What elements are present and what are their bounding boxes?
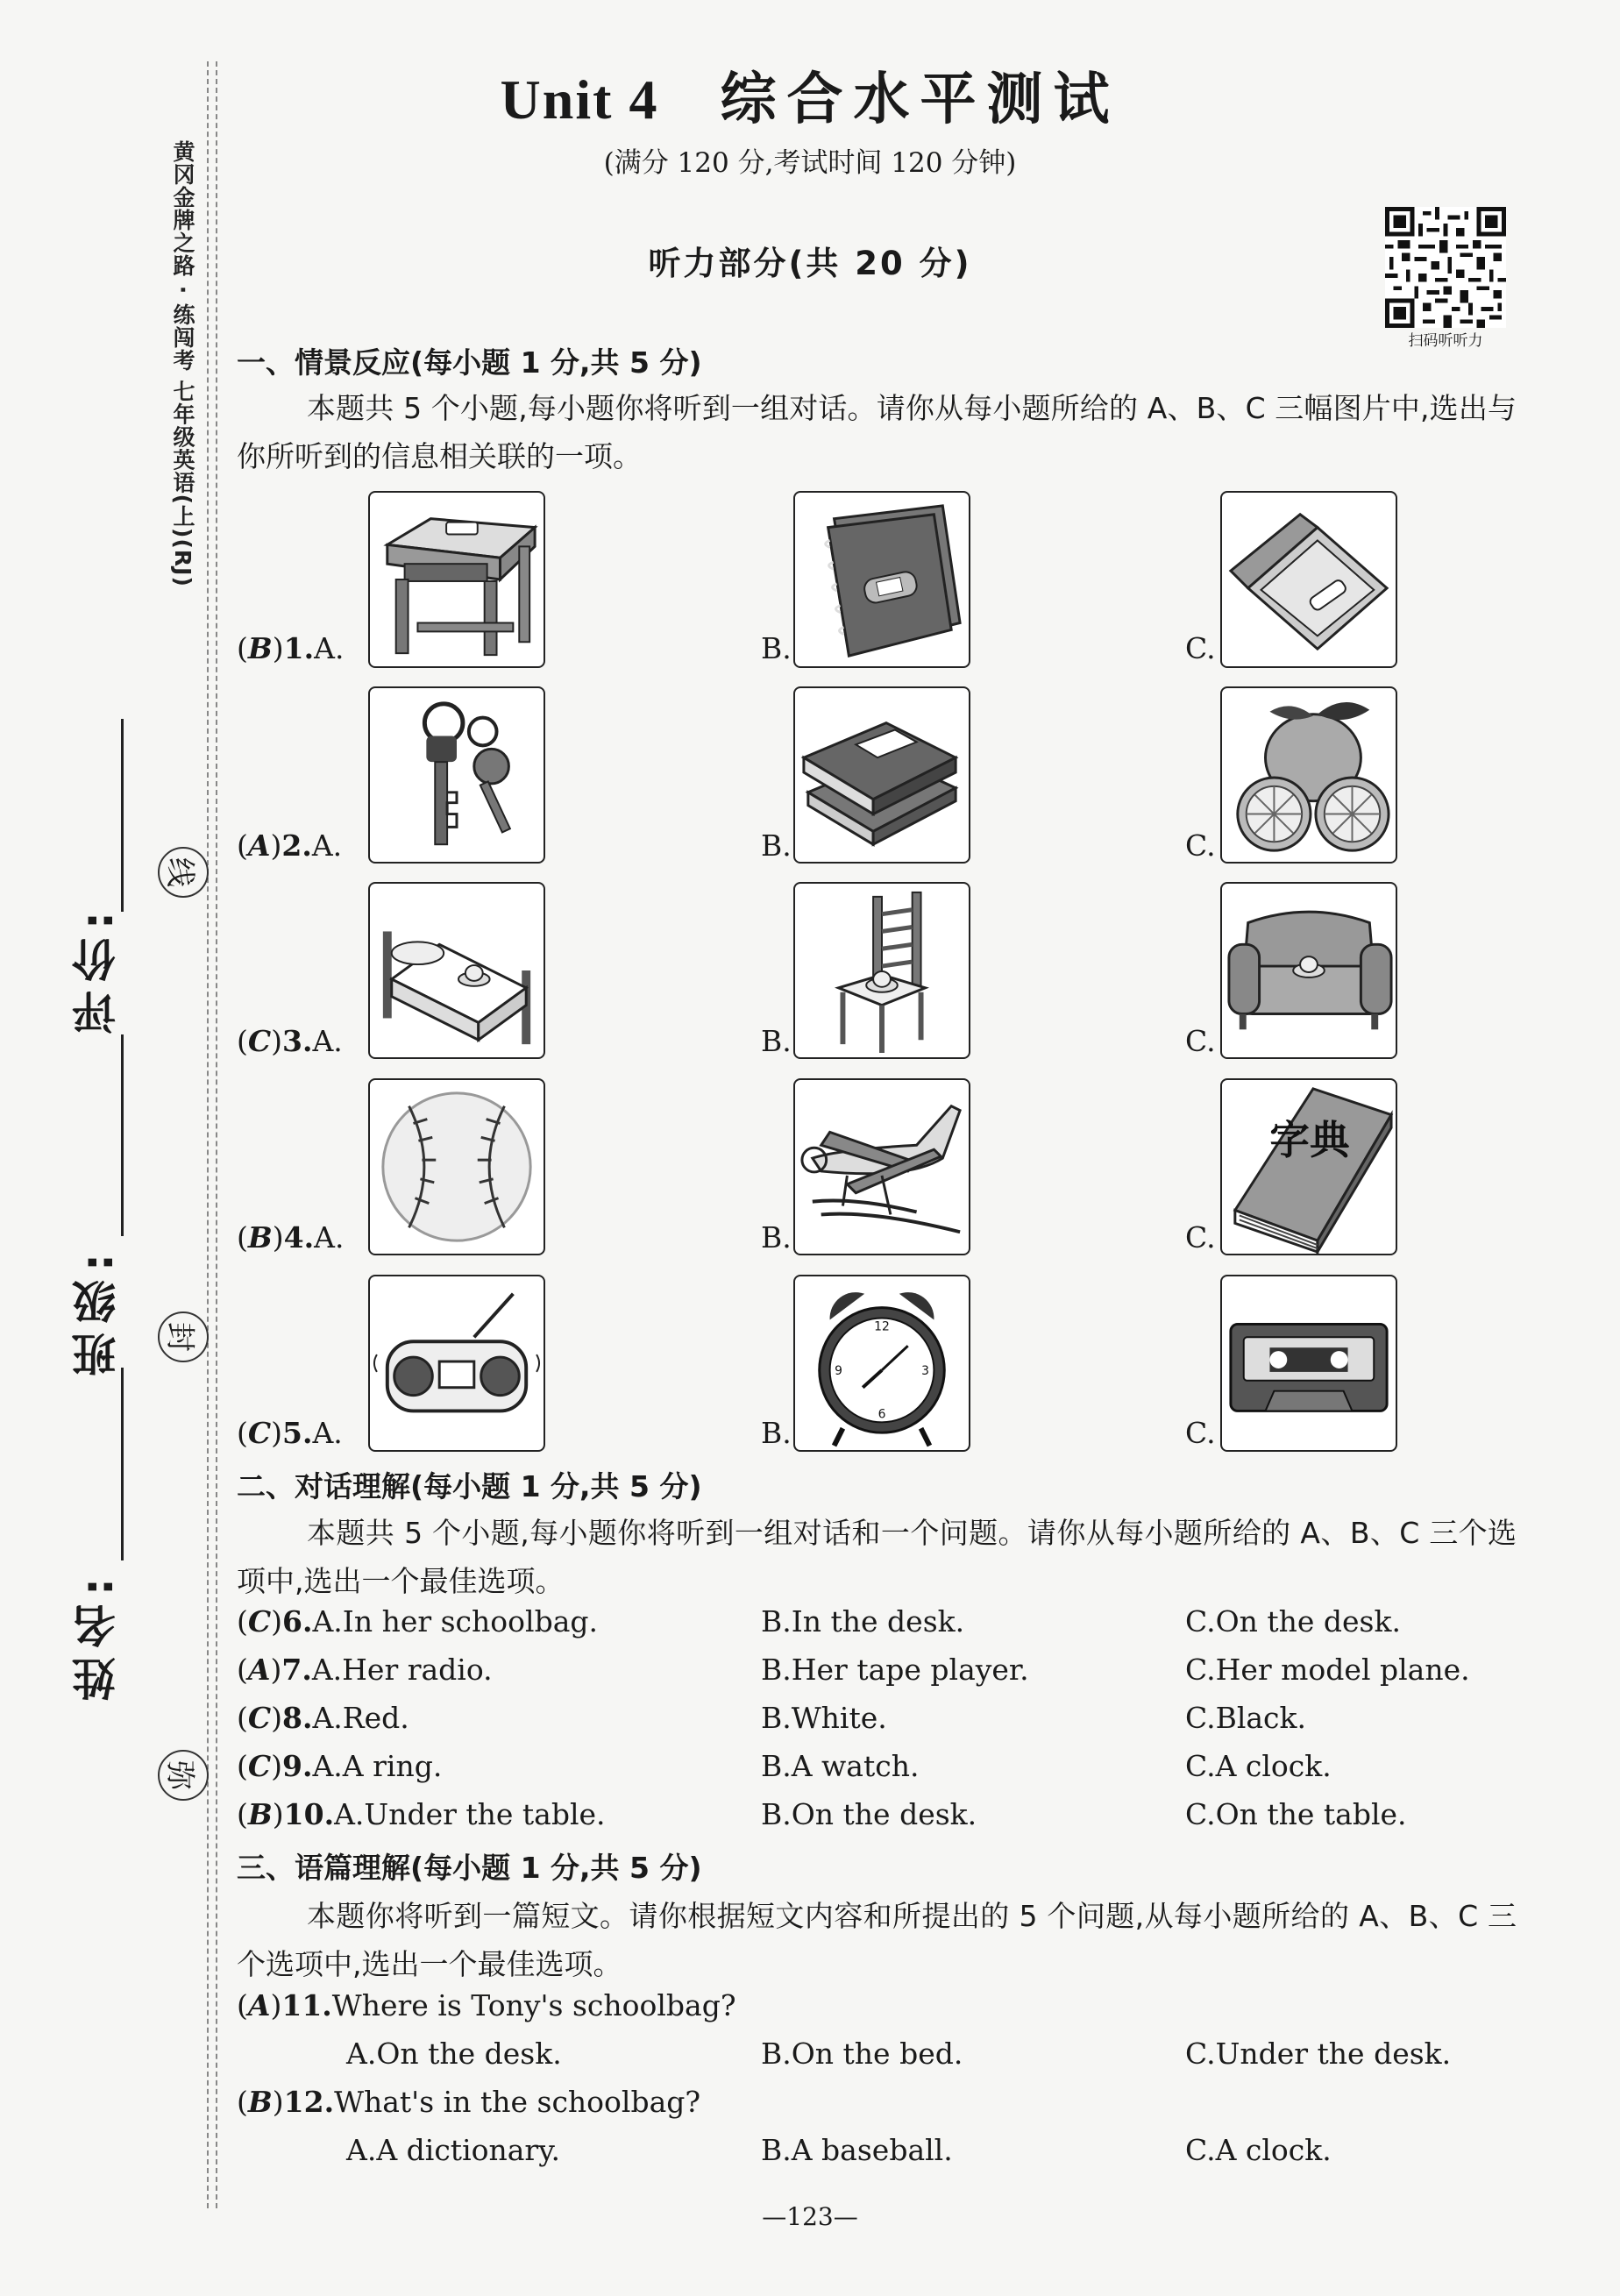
q10-answer: B [247, 1797, 273, 1831]
q5-c-label: C. [1185, 1416, 1216, 1450]
keys-icon [370, 688, 544, 862]
q7-stem: (A)7.A.Her radio. [237, 1653, 493, 1687]
listening-part-heading: 听力部分(共 20 分) [648, 245, 972, 282]
q8-option-b[interactable]: B.White. [761, 1701, 887, 1735]
q2-option-a-image[interactable] [368, 686, 545, 864]
q4-label: (B)4.A. [237, 1220, 345, 1255]
q2-option-c-image[interactable] [1220, 686, 1397, 864]
notebook-with-eraser-icon [795, 493, 969, 666]
q10-stem: (B)10.A.Under the table. [237, 1797, 606, 1831]
q4-b-label: B. [761, 1220, 792, 1255]
q4-c-label: C. [1185, 1220, 1216, 1255]
q1-option-c-image[interactable] [1220, 491, 1397, 668]
q4-option-b-image[interactable] [793, 1078, 970, 1255]
cut-mark-xian: 线 [158, 847, 209, 898]
q12-question: What's in the schoolbag? [334, 2085, 701, 2119]
page-number: —123— [762, 2202, 858, 2231]
option-a-label: A. [314, 1220, 345, 1255]
option-a-label: A. [311, 828, 343, 863]
q6-stem: (C)6.A.In her schoolbag. [237, 1604, 598, 1638]
q1-label: (B)1.A. [237, 631, 345, 665]
q11-number: 11. [281, 1988, 332, 2022]
binding-dashed-line [216, 61, 217, 2208]
name-field[interactable] [121, 1368, 124, 1560]
section1-instructions: 本题共 5 个小题,每小题你将听到一组对话。请你从每小题所给的 A、B、C 三幅图片中,选出与你所听到的信息相关联的一项。 [237, 391, 1517, 473]
q2-label: (A)2.A. [237, 828, 343, 863]
q3-option-b-image[interactable] [793, 882, 970, 1059]
q9-option-a[interactable]: A.A ring. [312, 1749, 443, 1783]
svg-text:9: 9 [835, 1363, 842, 1378]
q12-option-b[interactable]: B.A baseball. [761, 2133, 953, 2167]
q1-number: 1. [283, 631, 315, 665]
q3-option-c-image[interactable] [1220, 882, 1397, 1059]
q10-number: 10. [283, 1797, 335, 1831]
q3-label: (C)3.A. [237, 1024, 343, 1058]
q6-option-a[interactable]: A.In her schoolbag. [312, 1604, 598, 1638]
q6-option-c[interactable]: C.On the desk. [1185, 1604, 1401, 1638]
q5-option-a-image[interactable] [368, 1275, 545, 1452]
q9-number: 9. [282, 1749, 313, 1783]
q8-option-a[interactable]: A.Red. [312, 1701, 409, 1735]
chair-with-hat-icon [795, 884, 969, 1057]
q8-option-c[interactable]: C.Black. [1185, 1701, 1307, 1735]
q2-answer: A [247, 828, 271, 863]
model-plane-icon [795, 1080, 969, 1254]
q9-stem: (C)9.A.A ring. [237, 1749, 443, 1783]
q12-number: 12. [283, 2085, 335, 2119]
title-unit: Unit 4 [500, 68, 659, 131]
option-a-label: A. [312, 1024, 343, 1058]
svg-text:12: 12 [874, 1319, 890, 1334]
class-field[interactable] [121, 1034, 124, 1236]
binding-dashed-line [207, 61, 209, 2208]
q6-option-b[interactable]: B.In the desk. [761, 1604, 965, 1638]
q11-answer: A [247, 1988, 271, 2022]
q3-c-label: C. [1185, 1024, 1216, 1058]
q5-answer: C [247, 1416, 272, 1450]
score-time-note: (满分 120 分,考试时间 120 分钟) [603, 147, 1017, 179]
q1-c-label: C. [1185, 631, 1216, 665]
q10-option-a[interactable]: A.Under the table. [334, 1797, 606, 1831]
q7-option-c[interactable]: C.Her model plane. [1185, 1653, 1470, 1687]
q4-option-a-image[interactable] [368, 1078, 545, 1255]
sofa-with-hat-icon [1222, 884, 1396, 1057]
alarm-clock-icon [795, 1276, 969, 1450]
q1-option-b-image[interactable] [793, 491, 970, 668]
bed-with-hat-icon [370, 884, 544, 1057]
title-chinese: 综合水平测试 [720, 68, 1120, 132]
qr-caption: 扫码听听力 [1408, 332, 1483, 350]
evaluation-field[interactable] [121, 719, 124, 912]
q11-stem: (A)11.Where is Tony's schoolbag? [237, 1988, 736, 2022]
q3-option-a-image[interactable] [368, 882, 545, 1059]
page-title [0, 54, 1620, 135]
pencil-box-with-eraser-icon [1222, 493, 1396, 666]
q7-option-b[interactable]: B.Her tape player. [761, 1653, 1029, 1687]
q12-answer: B [247, 2085, 273, 2119]
q5-label: (C)5.A. [237, 1416, 343, 1450]
q5-option-c-image[interactable] [1220, 1275, 1397, 1452]
q7-number: 7. [281, 1653, 312, 1687]
q4-number: 4. [283, 1220, 315, 1255]
section1-title: 一、情景反应(每小题 1 分,共 5 分) [237, 345, 702, 380]
q6-answer: C [247, 1604, 272, 1638]
q3-b-label: B. [761, 1024, 792, 1058]
q11-option-a[interactable]: A.On the desk. [346, 2037, 562, 2071]
series-name: 黄冈金牌之路 · 练闯考 七年级英语(上)(RJ) [170, 140, 195, 587]
q2-option-b-image[interactable] [793, 686, 970, 864]
svg-text:6: 6 [878, 1407, 886, 1422]
q10-option-c[interactable]: C.On the table. [1185, 1797, 1407, 1831]
q12-option-a[interactable]: A.A dictionary. [346, 2133, 560, 2167]
section2-title: 二、对话理解(每小题 1 分,共 5 分) [237, 1469, 702, 1503]
q2-b-label: B. [761, 828, 792, 863]
q8-answer: C [247, 1701, 272, 1735]
q1-b-label: B. [761, 631, 792, 665]
q2-number: 2. [281, 828, 312, 863]
q4-option-c-image[interactable] [1220, 1078, 1397, 1255]
option-a-label: A. [312, 1416, 343, 1450]
section2-instructions: 本题共 5 个小题,每小题你将听到一组对话和一个问题。请你从每小题所给的 A、B、C 三个选项中,选出一个最佳选项。 [237, 1516, 1517, 1598]
baseball-icon [370, 1080, 544, 1254]
dictionary-icon [1222, 1080, 1396, 1254]
section3-instructions: 本题你将听到一篇短文。请你根据短文内容和所提出的 5 个问题,从每小题所给的 A、B、C 三个选项中,选出一个最佳选项。 [237, 1899, 1517, 1981]
dictionary-cover-text: 字典 [1269, 1117, 1350, 1164]
q3-number: 3. [282, 1024, 313, 1058]
q3-answer: C [247, 1024, 272, 1058]
q8-number: 8. [282, 1701, 313, 1735]
svg-text:3: 3 [921, 1363, 929, 1378]
qr-code-icon[interactable] [1385, 207, 1506, 328]
books-icon [795, 688, 969, 862]
desk-with-eraser-icon [370, 493, 544, 666]
q5-b-label: B. [761, 1416, 792, 1450]
q9-option-c[interactable]: C.A clock. [1185, 1749, 1332, 1783]
q7-option-a[interactable]: A.Her radio. [311, 1653, 493, 1687]
q6-number: 6. [282, 1604, 313, 1638]
evaluation-label: 评价: [72, 903, 123, 1034]
q9-answer: C [247, 1749, 272, 1783]
q12-option-c[interactable]: C.A clock. [1185, 2133, 1332, 2167]
q9-option-b[interactable]: B.A watch. [761, 1749, 920, 1783]
q8-stem: (C)8.A.Red. [237, 1701, 409, 1735]
q1-option-a-image[interactable] [368, 491, 545, 668]
section3-title: 三、语篇理解(每小题 1 分,共 5 分) [237, 1851, 702, 1885]
q2-c-label: C. [1185, 828, 1216, 863]
q11-question: Where is Tony's schoolbag? [331, 1988, 736, 2022]
tape-icon [1222, 1276, 1396, 1450]
option-a-label: A. [314, 631, 345, 665]
cut-mark-feng: 封 [158, 1311, 209, 1362]
q5-number: 5. [282, 1416, 313, 1450]
q1-answer: B [247, 631, 273, 665]
q7-answer: A [247, 1653, 271, 1687]
q11-option-b[interactable]: B.On the bed. [761, 2037, 963, 2071]
q10-option-b[interactable]: B.On the desk. [761, 1797, 977, 1831]
radio-icon [370, 1276, 544, 1450]
q4-answer: B [247, 1220, 273, 1255]
q11-option-c[interactable]: C.Under the desk. [1185, 2037, 1452, 2071]
oranges-icon [1222, 688, 1396, 862]
cut-mark-mi: 弥 [158, 1750, 209, 1801]
q12-stem: (B)12.What's in the schoolbag? [237, 2085, 701, 2119]
class-label: 班级: [72, 1245, 123, 1376]
name-label: 姓名: [72, 1569, 123, 1701]
q5-option-b-image[interactable] [793, 1275, 970, 1452]
